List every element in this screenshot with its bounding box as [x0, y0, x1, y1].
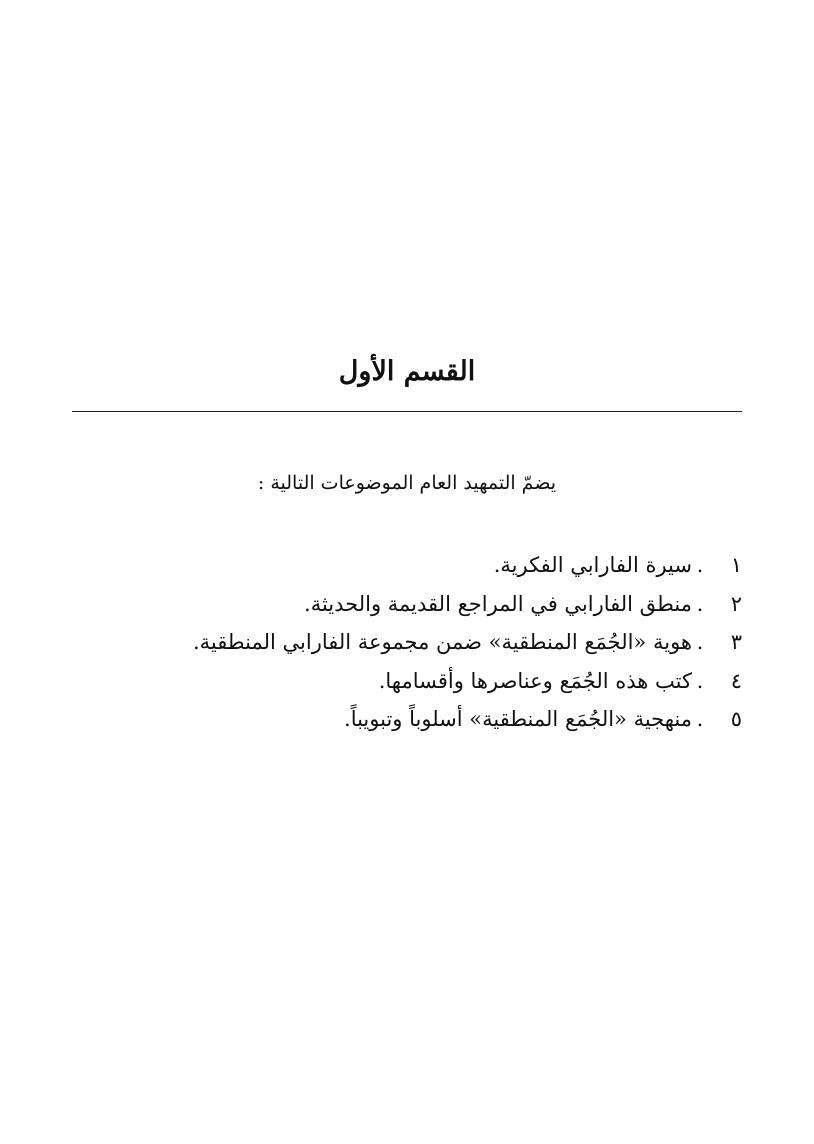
list-item-number: ١ — [730, 553, 742, 577]
list-item-separator: . — [696, 668, 704, 693]
section-title: القسم الأول — [338, 356, 476, 387]
list-item-separator: . — [696, 591, 704, 616]
list-item-text: منهجية «الجُمَع المنطقية» أسلوباً وتبويباً. — [344, 707, 692, 731]
list-item — [72, 623, 742, 662]
list-item-text: سيرة الفارابي الفكرية. — [493, 553, 692, 577]
list-item — [72, 662, 742, 701]
list-item-separator: . — [696, 707, 704, 731]
list-item-text: منطق الفارابي في المراجع القديمة والحديثة. — [304, 591, 692, 616]
list-item-text: هوية «الجُمَع المنطقية» ضمن مجموعة الفارابي المنطقية. — [193, 630, 692, 654]
list-item-number: ٤ — [730, 668, 742, 693]
list-item-number: ٥ — [730, 707, 742, 731]
list-item-separator: . — [696, 553, 704, 577]
title-divider — [72, 411, 742, 412]
list-item — [72, 546, 742, 585]
list-item-text: كتب هذه الجُمَع وعناصرها وأقسامها. — [378, 668, 692, 693]
intro-text: يضمّ التمهيد العام الموضوعات التالية : — [257, 472, 557, 494]
list-item — [72, 700, 742, 739]
topics-list — [72, 546, 742, 739]
list-item-separator: . — [696, 630, 704, 654]
list-item-number: ٢ — [730, 591, 742, 616]
list-item — [72, 585, 742, 624]
list-item-number: ٣ — [730, 630, 742, 654]
